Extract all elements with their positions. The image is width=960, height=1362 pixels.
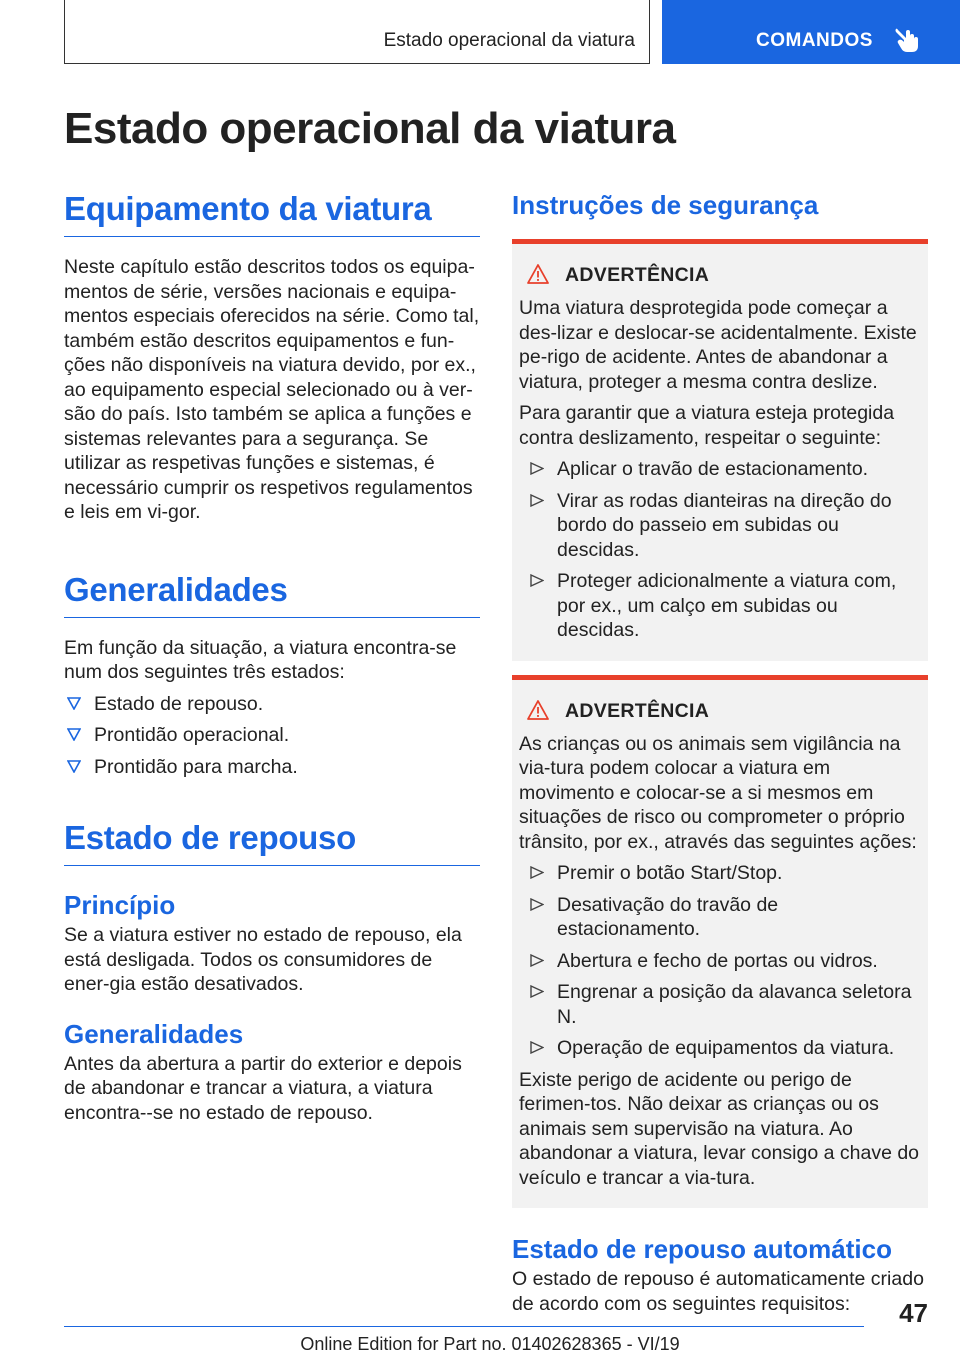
equipment-text: Neste capítulo estão descritos todos os equipa-mentos de série, versões nacionais e equipa-mentos especiais oferecidos na série. Como tal, também estão descritos equipamentos e fun-ções não disponíveis na viatura devido, por ex., ao equipamento especial selecionado ou à ver-são do país. Isto também se aplica a funções e sistemas relevantes para a segurança. Se utilizar as respetivas funções e sistemas, é necessário cumprir os respetivos regulamentos e leis em vi-gor. — [64, 256, 480, 523]
heading-rest-state: Estado de repouso — [64, 819, 480, 866]
warning-list — [519, 457, 921, 643]
triangle-bullet-icon — [530, 866, 544, 879]
heading-safety: Instruções de segurança — [512, 190, 819, 220]
list-item: Prontidão para marcha. — [64, 755, 480, 780]
heading-principle: Princípio — [64, 890, 176, 920]
warning-triangle-icon — [527, 264, 549, 284]
header-box — [64, 0, 650, 64]
page-title: Estado operacional da viatura — [64, 104, 676, 153]
triangle-bullet-icon — [530, 898, 544, 911]
triangle-bullet-icon — [67, 760, 81, 773]
page-number: 47 — [899, 1298, 928, 1328]
list-item: Proteger adicionalmente a viatura com, por ex., um calço em subidas ou descidas. — [527, 569, 921, 643]
section-tab-comandos[interactable] — [662, 0, 960, 64]
pointing-hand-icon — [895, 26, 921, 54]
principle-text: Se a viatura estiver no estado de repouso, ela está desligada. Todos os consumidores de ener-gia estão desativados. — [64, 924, 462, 995]
warning-text: Para garantir que a viatura esteja protegida contra deslizamento, respeitar o seguinte: — [519, 402, 895, 449]
warning-box — [512, 239, 928, 661]
list-item: Virar as rodas dianteiras na direção do bordo do passeio em subidas ou descidas. — [527, 489, 921, 563]
list-item: Premir o botão Start/Stop. — [527, 861, 921, 886]
list-item: Engrenar a posição da alavanca seletora N. — [527, 980, 921, 1029]
triangle-bullet-icon — [530, 1041, 544, 1054]
warning-box — [512, 675, 928, 1209]
triangle-bullet-icon — [67, 728, 81, 741]
left-column — [64, 190, 480, 1125]
heading-rest-general: Generalidades — [64, 1018, 244, 1049]
footer-edition: Online Edition for Part no. 01402628365 - VI/19 — [300, 1334, 680, 1354]
list-item: Aplicar o travão de estacionamento. — [527, 457, 921, 482]
warning-title: ADVERTÊNCIA — [565, 699, 710, 722]
triangle-bullet-icon — [530, 985, 544, 998]
states-list — [64, 692, 480, 780]
rest-general-text: Antes da abertura a partir do exterior e depois de abandonar e trancar a viatura, a viatura encontra--se no estado de repouso. — [64, 1052, 462, 1124]
list-item: Desativação do travão de estacionamento. — [527, 893, 921, 942]
warning-header — [519, 700, 921, 730]
warning-text: Uma viatura desprotegida pode começar a des-lizar e deslocar-se acidentalmente. Existe pe-rigo de acidente. Antes de abandonar a viatura, proteger a mesma contra deslize. — [519, 297, 917, 393]
triangle-bullet-icon — [67, 697, 81, 710]
auto-rest-text: O estado de repouso é automaticamente criado de acordo com os seguintes requisitos: — [512, 1268, 924, 1315]
general-text: Em função da situação, a viatura encontra-se num dos seguintes três estados: — [64, 636, 457, 683]
warning-triangle-icon — [527, 700, 549, 720]
list-item: Abertura e fecho de portas ou vidros. — [527, 949, 921, 974]
heading-equipment: Equipamento da viatura — [64, 190, 480, 237]
warning-header — [519, 264, 921, 294]
warning-text: Existe perigo de acidente ou perigo de ferimen-tos. Não deixar as crianças ou os animais sem supervisão na viatura. Ao abandonar a viatura, levar consigo a chave do veículo e trancar a via-tura. — [519, 1068, 920, 1189]
triangle-bullet-icon — [530, 494, 544, 507]
triangle-bullet-icon — [530, 954, 544, 967]
section-tab-label: COMANDOS — [756, 30, 873, 51]
heading-auto-rest: Estado de repouso automático — [512, 1234, 892, 1264]
list-item: Estado de repouso. — [64, 692, 480, 717]
warning-text: As crianças ou os animais sem vigilância na via-tura podem colocar a viatura em movimento e colocar-se a si mesmos em situações de risco ou comprometer o próprio trânsito, por ex., através das seguintes ações: — [519, 732, 917, 853]
right-column — [512, 190, 928, 1316]
triangle-bullet-icon — [530, 574, 544, 587]
warning-list — [519, 861, 921, 1061]
footer-divider — [64, 1326, 864, 1327]
warning-title: ADVERTÊNCIA — [565, 264, 710, 286]
header-title: Estado operacional da viatura — [383, 30, 635, 51]
list-item: Prontidão operacional. — [64, 723, 480, 748]
list-item: Operação de equipamentos da viatura. — [527, 1036, 921, 1061]
heading-general: Generalidades — [64, 571, 480, 618]
triangle-bullet-icon — [530, 462, 544, 475]
